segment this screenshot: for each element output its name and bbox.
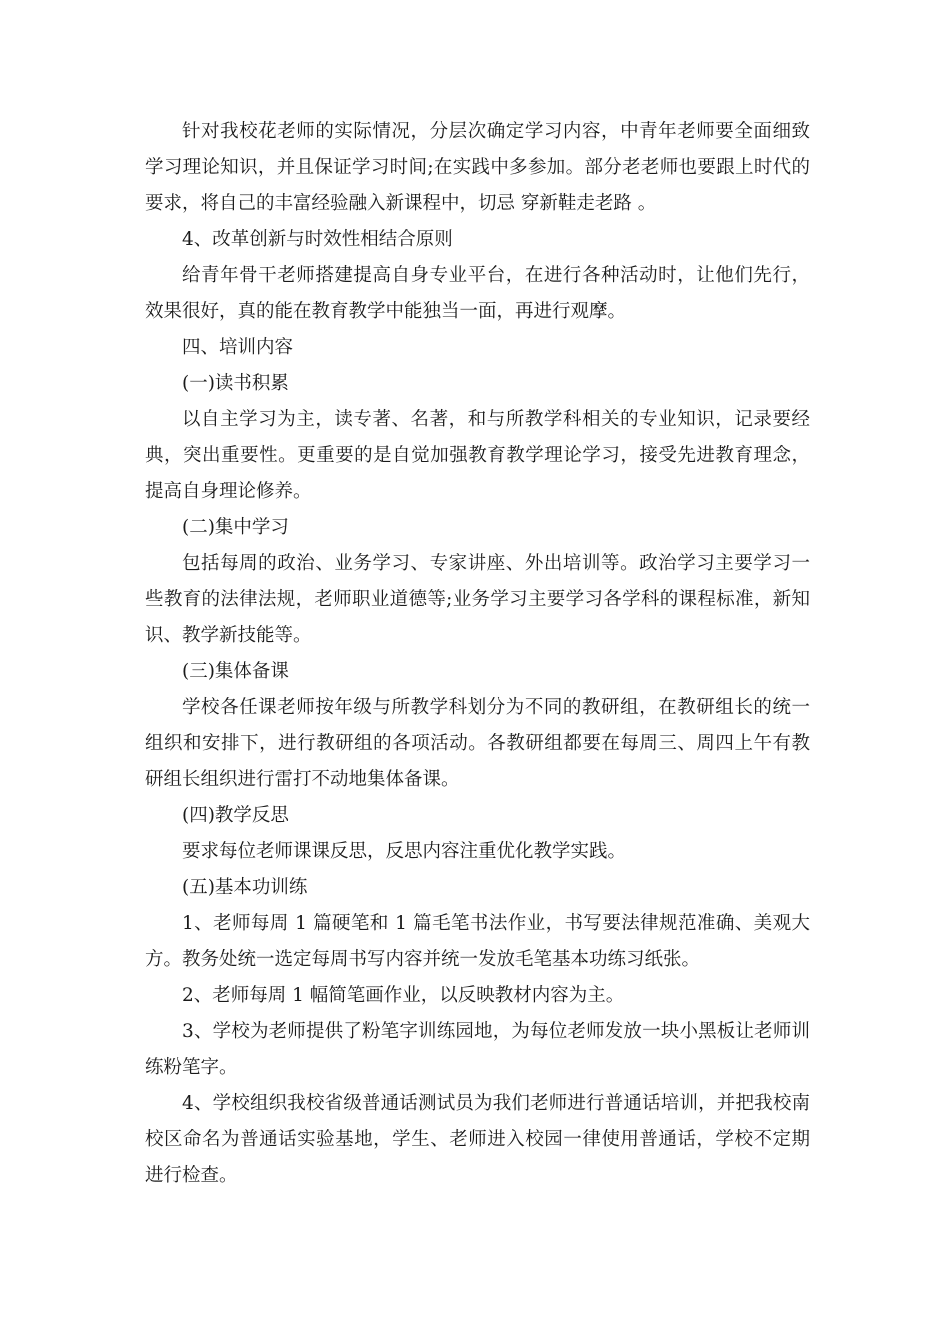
paragraph-centralized-study: 包括每周的政治、业务学习、专家讲座、外出培训等。政治学习主要学习一些教育的法律法规，老师职业道德等;业务学习主要学习各学科的课程标准，新知识、教学新技能等。 <box>145 553 810 646</box>
subsection-basic-skills-heading: (五)基本功训练 <box>182 877 308 898</box>
paragraph-mandarin-training: 4、学校组织我校省级普通话测试员为我们老师进行普通话培训，并把我校南校区命名为普通话实验基地，学生、老师进入校园一律使用普通话，学校不定期进行检查。 <box>145 1093 810 1186</box>
document-body <box>145 114 810 1194</box>
section-4-training-content-heading: 四、培训内容 <box>182 337 294 358</box>
paragraph-sketch-drawing: 2、老师每周 1 幅简笔画作业，以反映教材内容为主。 <box>182 985 625 1006</box>
paragraph-age-based-learning: 针对我校花老师的实际情况，分层次确定学习内容，中青年老师要全面细致学习理论知识，并且保证学习时间;在实践中多参加。部分老老师也要跟上时代的要求，将自己的丰富经验融入新课程中，切忌 穿新鞋走老路 。 <box>145 121 810 214</box>
subsection-centralized-study-heading: (二)集中学习 <box>182 517 289 538</box>
paragraph-collective-lesson-prep: 学校各任课老师按年级与所教学科划分为不同的教研组，在教研组长的统一组织和安排下，进行教研组的各项活动。各教研组都要在每周三、周四上午有教研组长组织进行雷打不动地集体备课。 <box>145 697 810 790</box>
subsection-reading-heading: (一)读书积累 <box>182 373 289 394</box>
subsection-collective-lesson-prep-heading: (三)集体备课 <box>182 661 289 682</box>
paragraph-calligraphy: 1、老师每周 1 篇硬笔和 1 篇毛笔书法作业，书写要法律规范准确、美观大方。教务处统一选定每周书写内容并统一发放毛笔基本功练习纸张。 <box>145 913 810 970</box>
principle-4-heading: 4、改革创新与时效性相结合原则 <box>182 229 453 250</box>
paragraph-chalk-writing: 3、学校为老师提供了粉笔字训练园地，为每位老师发放一块小黑板让老师训练粉笔字。 <box>145 1021 810 1078</box>
paragraph-young-teachers-platform: 给青年骨干老师搭建提高自身专业平台，在进行各种活动时，让他们先行，效果很好，真的能在教育教学中能独当一面，再进行观摩。 <box>145 265 810 322</box>
paragraph-reading: 以自主学习为主，读专著、名著，和与所教学科相关的专业知识，记录要经典，突出重要性。更重要的是自觉加强教育教学理论学习，接受先进教育理念，提高自身理论修养。 <box>145 409 810 502</box>
subsection-teaching-reflection-heading: (四)教学反思 <box>182 805 289 826</box>
paragraph-teaching-reflection: 要求每位老师课课反思，反思内容注重优化教学实践。 <box>182 841 627 862</box>
